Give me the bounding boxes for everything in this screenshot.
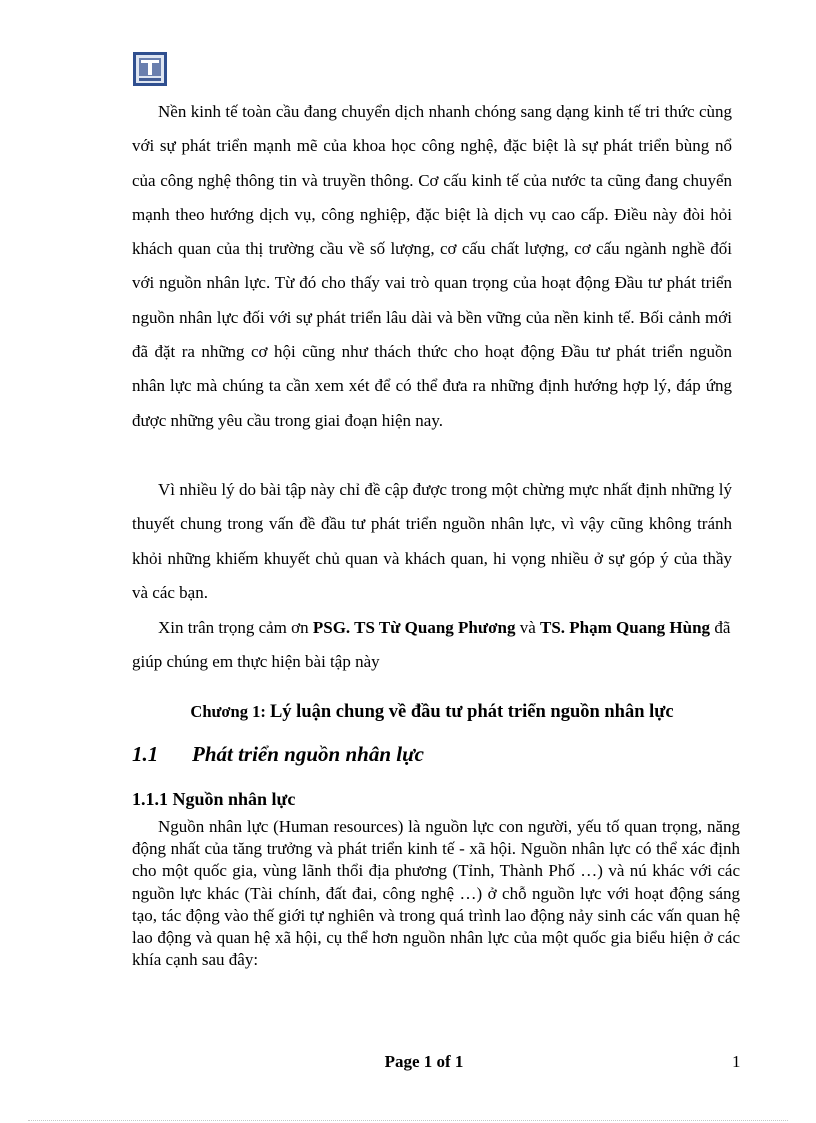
ack-text-3: đã giúp chúng em thực hiện bài tập này bbox=[132, 618, 731, 671]
intro-paragraph: Nền kinh tế toàn cầu đang chuyển dịch nhanh chóng sang dạng kinh tế tri thức cùng với sự phát triển mạnh mẽ của khoa học công nghệ, đặc biệt là sự phát triển bùng nổ của công nghệ thông tin và truyền thông. Cơ cấu kinh tế của nước ta cũng đang chuyển mạnh theo hướng dịch vụ, công nghiệp, đặc biệt là dịch vụ cao cấp. Điều này đòi hỏi khách quan của thị trường cầu về số lượng, cơ cấu chất lượng, cơ cấu ngành nghề đối với nguồn nhân lực. Từ đó cho thấy vai trò quan trọng của hoạt động Đầu tư phát triển nguồn nhân lực đối với sự phát triển lâu dài và bền vững của nền kinh tế. Bối cảnh mới đã đặt ra những cơ hội cũng như thách thức cho hoạt động Đầu tư phát triển nguồn nhân lực mà chúng ta cần xem xét để có thể đưa ra những định hướng hợp lý, đáp ứng được những yêu cầu trong giai đoạn hiện nay. bbox=[132, 102, 732, 430]
chapter-heading bbox=[132, 702, 732, 723]
chapter-title: Lý luận chung về đầu tư phát triển nguồn nhân lực bbox=[269, 702, 674, 722]
ack-name-2: TS. Phạm Quang Hùng bbox=[540, 618, 711, 637]
disclaimer-paragraph: Vì nhiều lý do bài tập này chỉ đề cập được trong một chừng mực nhất định những lý thuyết chung trong vấn đề đầu tư phát triển nguồn nhân lực, vì vậy cũng không tránh khỏi những khiếm khuyết chủ quan và khách quan, hi vọng nhiều ở sự góp ý của thầy và các bạn. bbox=[132, 480, 732, 602]
document-logo-icon bbox=[133, 52, 167, 86]
section-heading bbox=[132, 742, 424, 767]
ack-text-1: Xin trân trọng cảm ơn bbox=[158, 618, 313, 637]
chapter-prefix: Chương 1: bbox=[190, 702, 270, 721]
ack-text-2: và bbox=[515, 618, 540, 637]
ack-name-1: PSG. TS Từ Quang Phương bbox=[312, 618, 516, 637]
section-title: Phát triển nguồn nhân lực bbox=[192, 742, 424, 766]
page-footer-label: Page 1 of 1 bbox=[384, 1052, 464, 1071]
subsection-paragraph: Nguồn nhân lực (Human resources) là nguồn lực con người, yếu tố quan trọng, năng động nhất của tăng trưởng và phát triển kinh tế - xã hội. Nguồn nhân lực có thể xác định cho một quốc gia, vùng lãnh thổi địa phương (Tỉnh, Thành Phố …) và nú khác với các nguồn lực khác (Tài chính, đất đai, công nghệ …) ở chỗ nguồn lực với hoạt động sáng tạo, tác động vào thế giới tự nghiên và trong quá trình lao động nảy sinh các vấn quan hệ lao động và quan hệ xã hội, cụ thể hơn nguồn nhân lực của một quốc gia biểu hiện ở các khía cạnh sau đây: bbox=[132, 817, 740, 970]
subsection-heading: 1.1.1 Nguồn nhân lực bbox=[132, 789, 296, 809]
acknowledgement-paragraph bbox=[132, 611, 732, 679]
section-number: 1.1 bbox=[132, 742, 159, 766]
page-number: 1 bbox=[732, 1052, 741, 1071]
page-bottom-divider bbox=[28, 1120, 788, 1121]
